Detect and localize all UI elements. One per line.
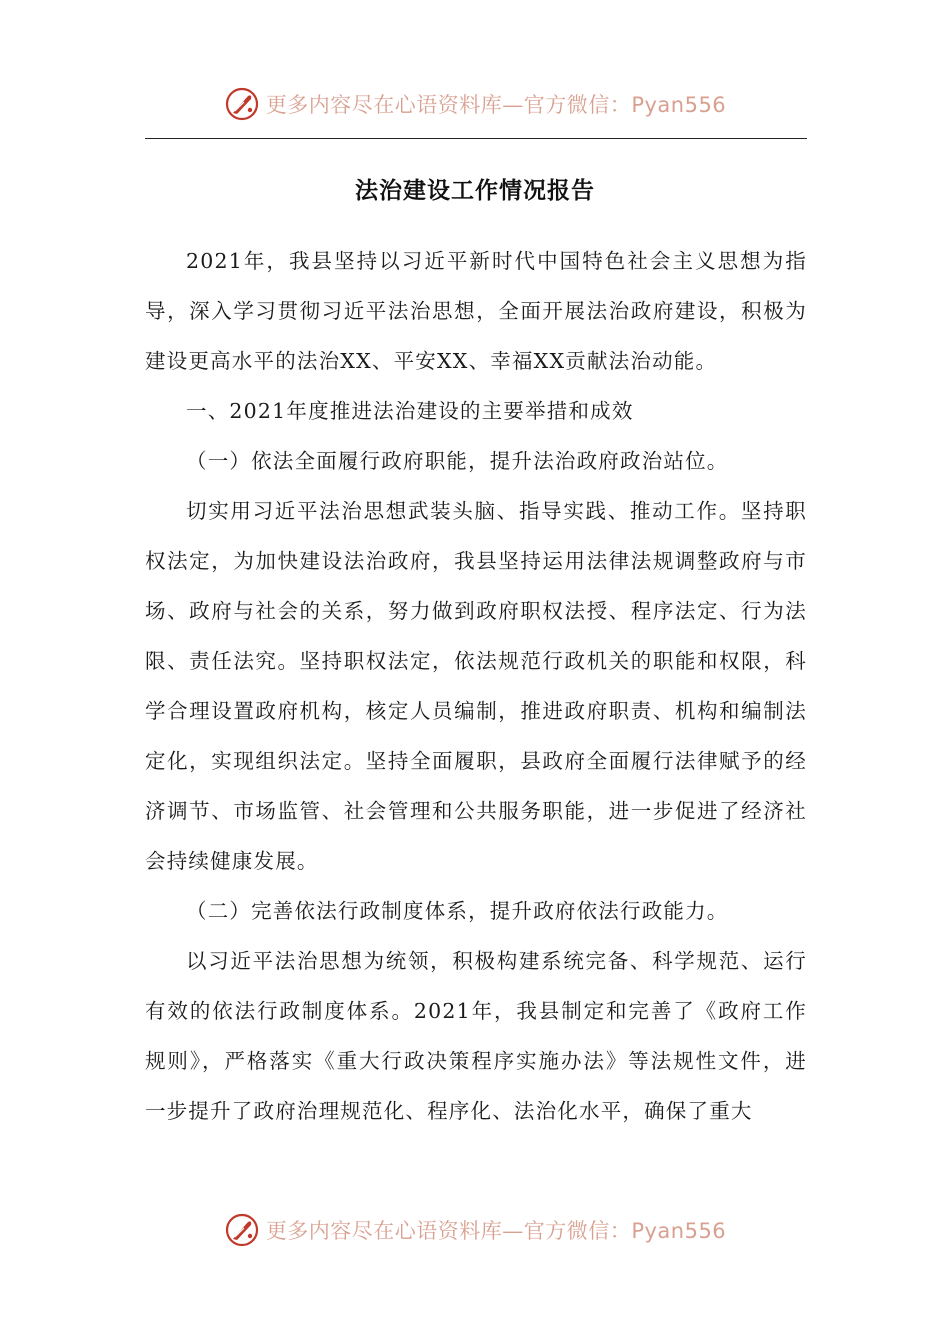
paragraph-subsection-2: 以习近平法治思想为统领，积极构建系统完备、科学规范、运行有效的依法行政制度体系。2021年，我县制定和完善了《政府工作规则》，严格落实《重大行政决策程序实施办法》等法规性文件，进一步提升了政府治理规范化、程序化、法治化水平，确保了重大 xyxy=(145,949,807,1123)
header-wechat-id: Pyan556 xyxy=(631,93,727,117)
quill-logo-icon xyxy=(224,86,260,122)
footer-banner-text: 更多内容尽在心语资料库—官方微信： xyxy=(265,1219,632,1243)
document-body xyxy=(145,236,807,1136)
header-banner xyxy=(0,82,950,126)
subsection-heading-2: （二）完善依法行政制度体系，提升政府依法行政能力。 xyxy=(186,899,729,923)
footer-banner xyxy=(0,1208,950,1252)
document-title: 法治建设工作情况报告 xyxy=(355,177,595,204)
section-heading-1: 一、2021年度推进法治建设的主要举措和成效 xyxy=(186,399,634,423)
subsection-heading-1: （一）依法全面履行政府职能，提升法治政府政治站位。 xyxy=(186,449,729,473)
header-banner-text: 更多内容尽在心语资料库—官方微信： xyxy=(265,93,632,117)
paragraph-intro: 2021年，我县坚持以习近平新时代中国特色社会主义思想为指导，深入学习贯彻习近平法治思想，全面开展法治政府建设，积极为建设更高水平的法治XX、平安XX、幸福XX贡献法治动能。 xyxy=(145,249,807,373)
quill-logo-icon xyxy=(224,1212,260,1248)
header-divider xyxy=(145,138,807,139)
footer-wechat-id: Pyan556 xyxy=(631,1219,727,1243)
paragraph-subsection-1: 切实用习近平法治思想武装头脑、指导实践、推动工作。坚持职权法定，为加快建设法治政府，我县坚持运用法律法规调整政府与市场、政府与社会的关系，努力做到政府职权法授、程序法定、行为法限、责任法究。坚持职权法定，依法规范行政机关的职能和权限，科学合理设置政府机构，核定人员编制，推进政府职责、机构和编制法定化，实现组织法定。坚持全面履职，县政府全面履行法律赋予的经济调节、市场监管、社会管理和公共服务职能，进一步促进了经济社会持续健康发展。 xyxy=(145,499,807,873)
